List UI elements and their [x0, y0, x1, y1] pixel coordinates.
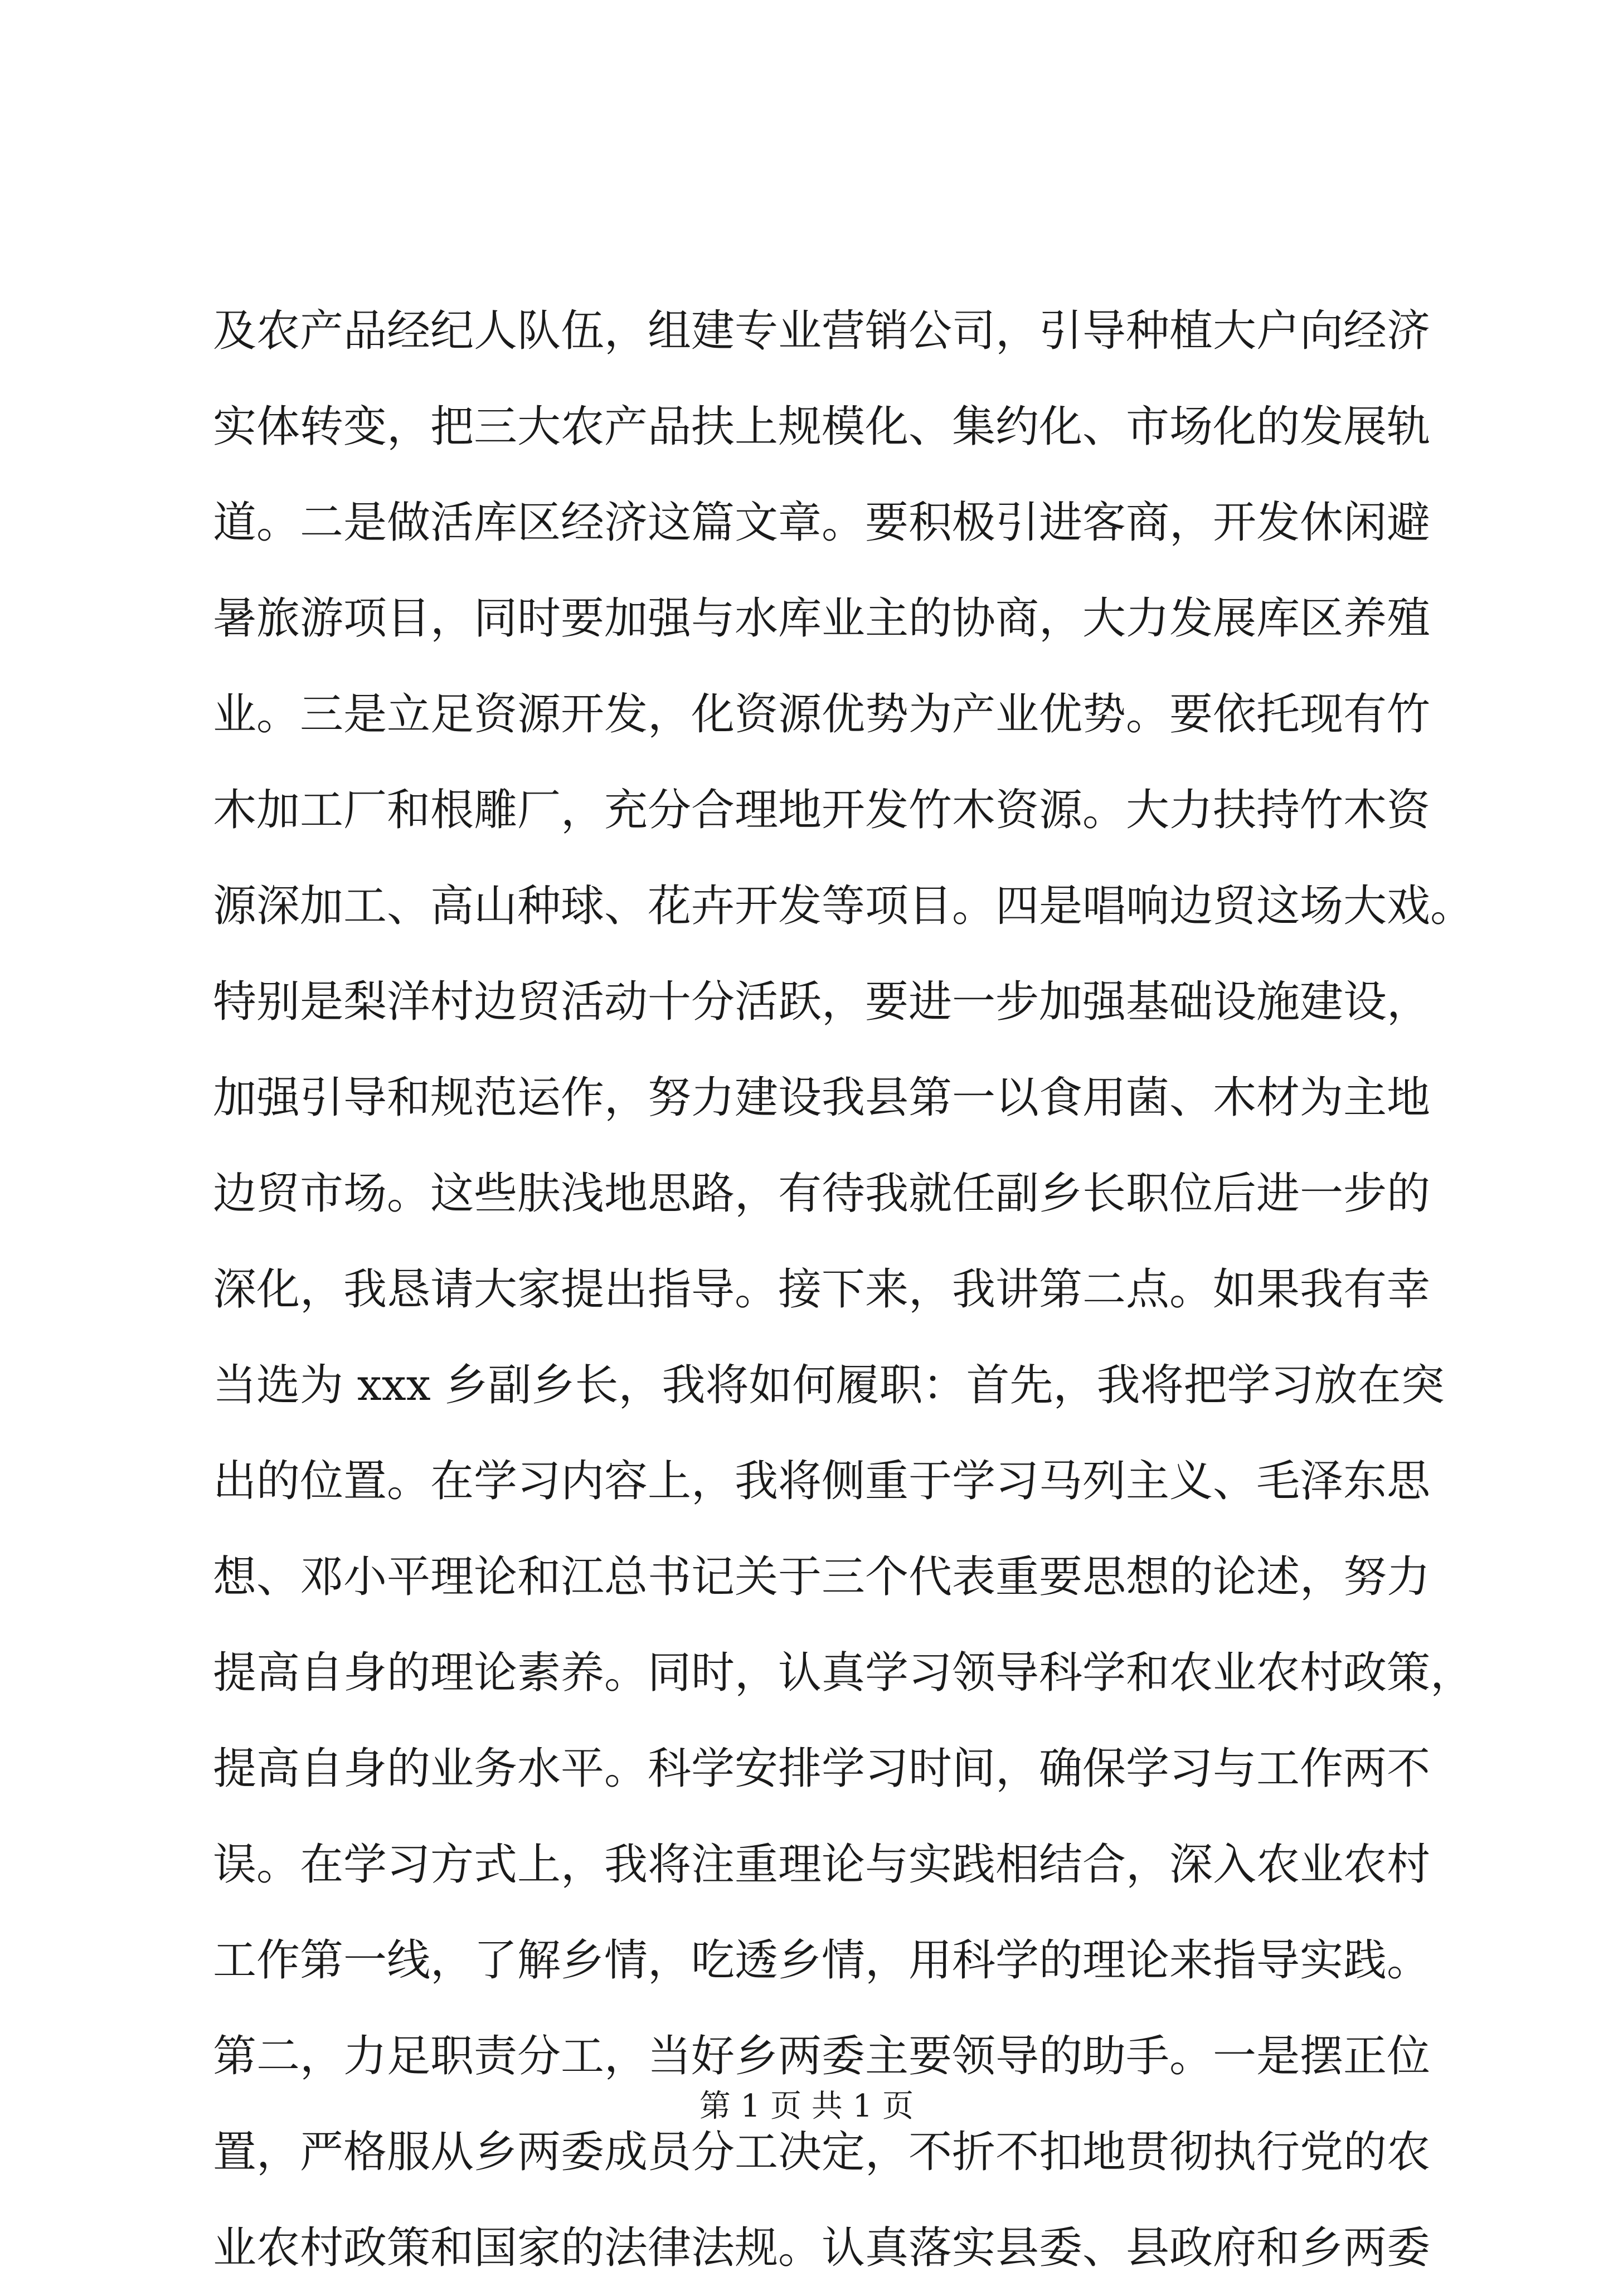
text-line: 误。在学习方式上，我将注重理论与实践相结合，深入农业农村 [213, 1840, 1431, 1890]
text-line: 暑旅游项目，同时要加强与水库业主的协商，大力发展库区养殖 [213, 594, 1431, 644]
text-line: 实体转变，把三大农产品扶上规模化、集约化、市场化的发展轨 [213, 402, 1431, 452]
text-line: 边贸市场。这些肤浅地思路，有待我就任副乡长职位后进一步的 [213, 1169, 1431, 1219]
text-line: 第二，力足职责分工，当好乡两委主要领导的助手。一是摆正位 [213, 2031, 1431, 2081]
text-line: 工作第一线，了解乡情，吃透乡情，用科学的理论来指导实践。 [213, 1935, 1431, 1986]
text-line: 提高自身的业务水平。科学安排学习时间，确保学习与工作两不 [213, 1744, 1431, 1794]
text-line: 道。二是做活库区经济这篇文章。要积极引进客商，开发休闲避 [213, 498, 1431, 548]
text-line: 想、邓小平理论和江总书记关于三个代表重要思想的论述，努力 [213, 1552, 1431, 1602]
text-line: 及农产品经纪人队伍，组建专业营销公司，引导种植大户向经济 [213, 306, 1431, 356]
text-line: 当选为 xxx 乡副乡长，我将如何履职：首先，我将把学习放在突 [213, 1360, 1445, 1410]
text-line: 业农村政策和国家的法律法规。认真落实县委、县政府和乡两委 [213, 2223, 1431, 2273]
text-line: 业。三是立足资源开发，化资源优势为产业优势。要依托现有竹 [213, 689, 1431, 740]
text-line: 置，严格服从乡两委成员分工决定，不折不扣地贯彻执行党的农 [213, 2127, 1431, 2177]
page-footer: 第 1 页 共 1 页 [699, 2088, 914, 2124]
text-line: 木加工厂和根雕厂，充分合理地开发竹木资源。大力扶持竹木资 [213, 785, 1431, 835]
text-line: 源深加工、高山种球、花卉开发等项目。四是唱响边贸这场大戏。 [213, 881, 1474, 931]
text-line: 加强引导和规范运作，努力建设我县第一以食用菌、木材为主地 [213, 1073, 1431, 1123]
text-line: 特别是梨洋村边贸活动十分活跃，要进一步加强基础设施建设， [213, 977, 1431, 1027]
text-line: 提高自身的理论素养。同时，认真学习领导科学和农业农村政策， [213, 1648, 1474, 1698]
text-line: 出的位置。在学习内容上，我将侧重于学习马列主义、毛泽东思 [213, 1456, 1431, 1506]
body-text [213, 283, 1474, 2296]
text-line: 深化，我恳请大家提出指导。接下来，我讲第二点。如果我有幸 [213, 1264, 1431, 1315]
